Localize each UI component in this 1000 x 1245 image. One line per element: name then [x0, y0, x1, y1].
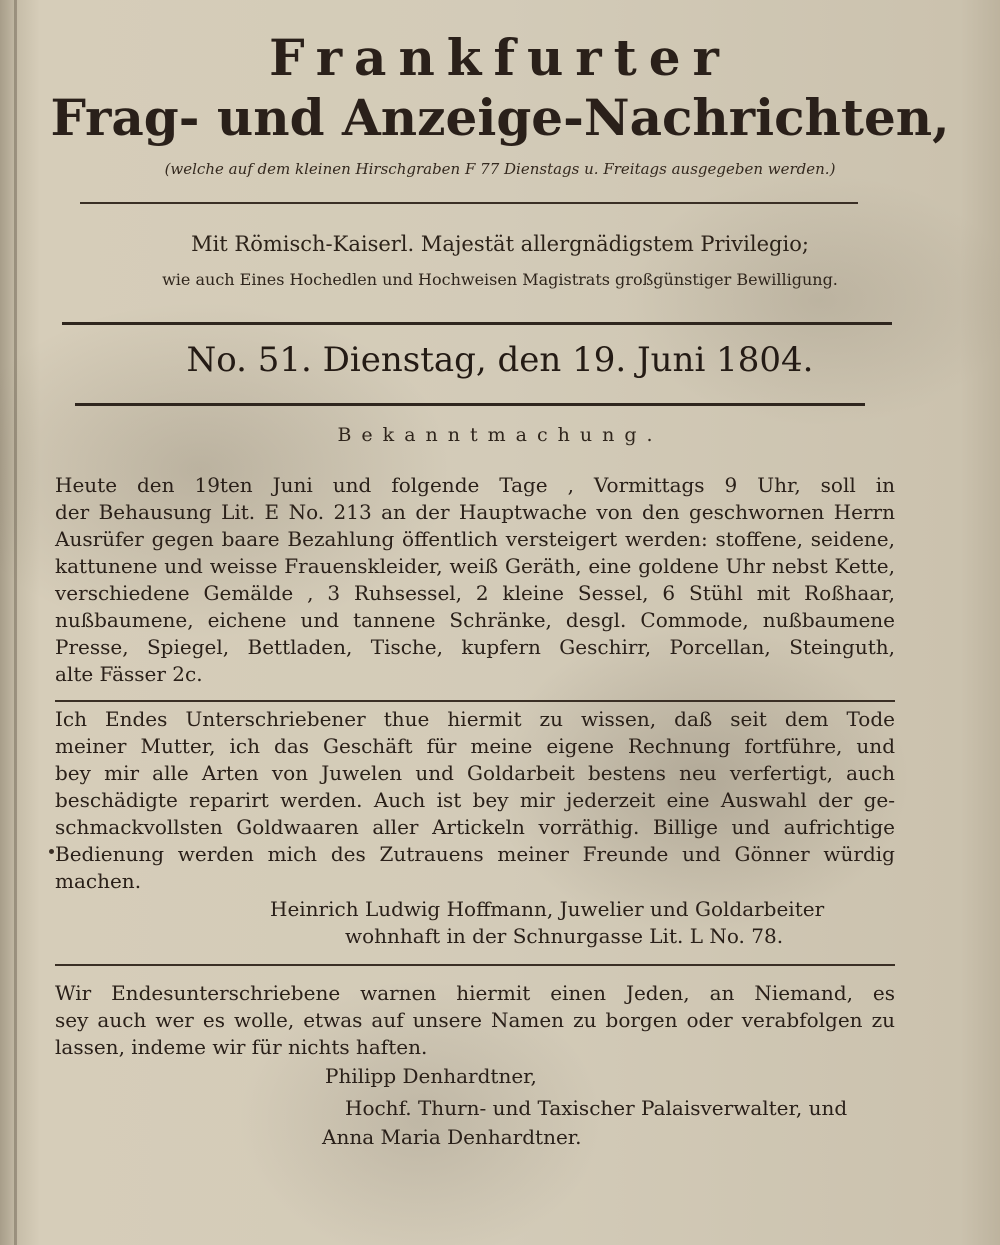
text-line: Wir Endesunterschriebene warnen hiermit einen Jeden, an Niemand, es [55, 981, 895, 1005]
text-line: Ausrüfer gegen baare Bezahlung öffentlich versteigert werden: stoffene, seidene, [55, 527, 895, 551]
text-line: kattunene und weisse Frauenskleider, weiß Geräth, eine goldene Uhr nebst Kette, [55, 554, 895, 578]
text-line: Bedienung werden mich des Zutrauens meiner Freunde und Gönner würdig [55, 842, 895, 866]
text-line: schmackvollsten Goldwaaren aller Artickeln vorräthig. Billige und aufrichtige [55, 815, 895, 839]
divider-rule [55, 964, 895, 966]
divider-rule [75, 403, 865, 406]
text-line: meiner Mutter, ich das Geschäft für meine eigene Rechnung fortführe, und [55, 734, 895, 758]
divider-rule [80, 202, 858, 204]
signature-philipp: Philipp Denhardtner, [325, 1064, 537, 1088]
notice-auction [55, 472, 895, 688]
issue-line: No. 51. Dienstag, den 19. Juni 1804. [186, 340, 814, 380]
privilege-line-2: wie auch Eines Hochedlen und Hochweisen Magistrats großgünstiger Bewilligung. [162, 270, 838, 289]
privilege-line-1: Mit Römisch-Kaiserl. Majestät allergnädigstem Privilegio; [191, 232, 809, 256]
text-line: Ich Endes Unterschriebener thue hiermit zu wissen, daß seit dem Tode [55, 707, 895, 731]
text-line: bey mir alle Arten von Juwelen und Goldarbeit bestens neu verfertigt, auch [55, 761, 895, 785]
signature-address: wohnhaft in der Schnurgasse Lit. L No. 78. [345, 924, 784, 948]
page-fold [14, 0, 17, 1245]
text-line: nußbaumene, eichene und tannene Schränke, desgl. Commode, nußbaumene [55, 608, 895, 632]
notice-warning [55, 980, 895, 1061]
divider-rule [62, 322, 892, 325]
text-line: machen. [55, 869, 142, 893]
signature-anna: Anna Maria Denhardtner. [322, 1125, 582, 1149]
text-line: Presse, Spiegel, Bettladen, Tische, kupfern Geschirr, Porcellan, Steinguth, [55, 635, 895, 659]
text-line: beschädigte reparirt werden. Auch ist bey mir jederzeit eine Auswahl der ge- [55, 788, 895, 812]
notice-jeweller [55, 706, 895, 895]
signature-jeweller: Heinrich Ludwig Hoffmann, Juwelier und Goldarbeiter [270, 897, 825, 921]
text-line: alte Fässer 2c. [55, 662, 203, 686]
text-line: sey auch wer es wolle, etwas auf unsere Namen zu borgen oder verabfolgen zu [55, 1008, 895, 1032]
text-line: Heute den 19ten Juni und folgende Tage , Vormittags 9 Uhr, soll in [55, 473, 895, 497]
masthead-subtitle: (welche auf dem kleinen Hirschgraben F 77 Dienstags u. Freitags ausgegeben werden.) [164, 160, 836, 178]
text-line: der Behausung Lit. E No. 213 an der Hauptwache von den geschwornen Herrn [55, 500, 895, 524]
signature-title: Hochf. Thurn- und Taxischer Palaisverwalter, und [345, 1096, 848, 1120]
text-line: lassen, indeme wir für nichts haften. [55, 1035, 428, 1059]
text-line: verschiedene Gemälde , 3 Ruhsessel, 2 kleine Sessel, 6 Stühl mit Roßhaar, [55, 581, 895, 605]
notice-heading: Bekanntmachung. [337, 424, 663, 446]
masthead-title-line2: Frag- und Anzeige-Nachrichten, [50, 88, 950, 147]
ink-speck [49, 849, 54, 854]
divider-rule [55, 700, 895, 702]
masthead-title-line1: Frankfurter [269, 28, 731, 87]
